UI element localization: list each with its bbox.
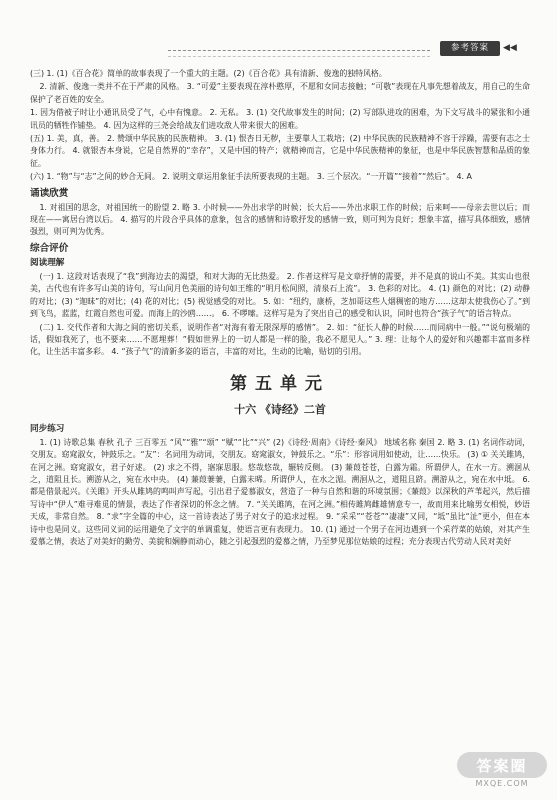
answer-paragraph: (三) 1. (1)《百合花》简单的故事表现了一个重大的主题。(2)《百合花》具有清新、俊逸的独特风格。 <box>30 69 387 78</box>
header-dashed-rule-secondary <box>168 56 430 57</box>
lesson-title: 十六 《诗经》二首 <box>234 402 326 416</box>
answer-paragraph: 2. 清新、俊逸一类并不在于严肃的风格。 3. “可爱”主要表现在淳朴憨厚，不愿和女同志接触；“可敬”表现在凡事先想着战友，用自己的生命保护了老百姓的安全。 <box>30 82 530 104</box>
watermark-brand: 答案圈 <box>476 757 528 775</box>
answer-paragraph: (二) 1. 交代作者和大海之间的密切关系，说明作者“对海有着无限深厚的感情”。 2. 如：“征长人静的时候……而同病中一般。”“说句极端的话，假如我死了，也不要来……不愿埋葬！”假如世界上的一切人都是一样的脸，我必不愿见人。” 3. 理：让每个人的爱好和兴趣都丰富而多样化，让生活丰富多彩。 4. “孩子气”的清新多姿的语言，丰富的对比，生动的比喻，贴切的引用。 <box>30 322 530 357</box>
answer-paragraph: (一) 1. 这段对话表现了“我”到海边去的渴望，和对大海的无比热爱。 2. 作者这样写是文章抒情的需要，并不是真的说山不美。其实山也很美，古代也有许多写山美的诗句，写山间月色美丽的诗句如王维的“明月松间照，清泉石上流”。 3. 色彩的对比。 4. (1) 颜色的对比；(2) 动静的对比；(3) “迦昧”的对比；(4) 花的对比；(5) 视觉感受的对比。 5. 如：“纽约，康桥，芝加哥这些人烟稠密的地方……这却太使我伤心了。”到到飞鸟，蓝蓝，红霞自然也可爱。而海上的沙鸥……。 6. 不啰嗦。这样写是为了突出自己的感受和认识，同时也符合“孩子气”的语言特点。 <box>30 271 530 319</box>
answer-paragraph: 1. 因为借被子时让小通讯员受了气，心中有愧意。 2. 无私。 3. (1) 交代故事发生的时间；(2) 写部队进攻的困难，为下文写战斗的紧张和小通讯员的牺牲作铺垫。 4. 因为这样的三尧会给战友们进攻敌人带来很大的困难。 <box>30 108 530 130</box>
subsection-heading-tongbu: 同步练习 <box>30 423 65 434</box>
answer-paragraph: 1. (1) 诗歌总集 春秋 孔子 三百零五 “风”“雅”“颂” “赋”“比”“兴” (2)《诗经·周南》《诗经·秦风》 地域名称 秦国 2. 略 3. (1) 名词作动词，交朋友。窈窕淑女，钟鼓乐之。“友”：名词用为动词，交朋友。窈窕淑女，钟鼓乐之。“乐”：形容词用如使动，让……快乐。 (3) ① 关关雎鸠，在河之洲。窈窕淑女，君子好逑。 (2) 求之不得，寤寐思服。悠哉悠哉，辗转反侧。 (3) 蒹葭苍苍，白露为霜。所谓伊人，在水一方。溯洄从之，道阻且长。溯游从之，宛在水中央。 (4) 蒹葭萋萋，白露未晞。所谓伊人，在水之湄。溯洄从之，道阻且跻。溯游从之，宛在水中坻。 6. 都是借景起兴。《关雎》开头从雎鸠的鸣叫声写起，引出君子爱慕淑女，营造了一种与自然和谐的环境氛围；《蒹葭》以深秋的芦苇起兴，然后描写诗中“伊人”难寻难觅的情景，表达了作者深切的怀念之情。 7. “关关雎鸠，在河之洲。”相传雎鸠雌雄情意专一，故而用来比喻男女相悦，妙语天成，非常自然。 8. “求”字全篇的中心，这一首诗表达了男子对女子的追求过程。 9. “采采”“苍苍”“凄凄”又同，“坻”虽比“沚”更小，但在本诗中也是同义。这些同义词的运用避免了文字的单调重复，使语言更有表现力。 10. (1) 通过一个男子在河边遇到一个采荇菜的姑娘，对其产生爱慕之情，表达了对美好的勤劳、美貌和娴静而动心，随之引起强烈的爱慕之情，乃至梦见那位姑娘的过程；充分表现古代劳动人民对美好 <box>30 437 530 546</box>
answer-paragraph: 1. 对祖国的思念，对祖国统一的盼望 2. 略 3. 小时候——外出求学的时候；长大后——外出求职工作的时候；后来呵——母亲去世以后；而现在——寓居台湾以后。 4. 描写的片段合乎具体的意象，包含的感情和诗歌抒发的感情一致，则可判为良好；想象丰富，描写具体细致，感情强烈，则可判为优秀。 <box>30 202 530 237</box>
section-heading-tongdu: 诵读欣赏 <box>30 187 69 199</box>
subsection-heading-yuedu: 阅读理解 <box>30 257 65 268</box>
watermark-logo <box>457 752 547 792</box>
watermark-url: MXQE.COM <box>475 779 529 788</box>
header-dashed-rule <box>168 50 430 51</box>
answer-paragraph: (五) 1. 美，真，善。 2. 赞颂中华民族的民族精神。 3. (1) 恨杏日无秽，主要靠人工栽培；(2) 中华民族的民族精神不容于浮躁，需要有志之士身体力行。 4. 就银杏本身说，它是自然界的“幸存”，又是中国的特产；就精神而言，它是中华民族精神的象征，也是中华民族智慧和品质的象征。 <box>30 134 530 168</box>
page-content <box>30 68 530 549</box>
section-heading-zonghe: 综合评价 <box>30 242 69 254</box>
unit-title: 第五单元 <box>230 373 330 394</box>
answer-paragraph: (六) 1. “物”与“志”之间的妙合无间。 2. 说明文章运用象征手法所要表现的主题。 3. 三个层次。“一开篇”“接着”“然后”。 4. A <box>30 172 472 182</box>
answer-key-badge: 参考答案 <box>440 41 500 56</box>
double-arrow-icon: ◀◀ <box>503 43 517 53</box>
